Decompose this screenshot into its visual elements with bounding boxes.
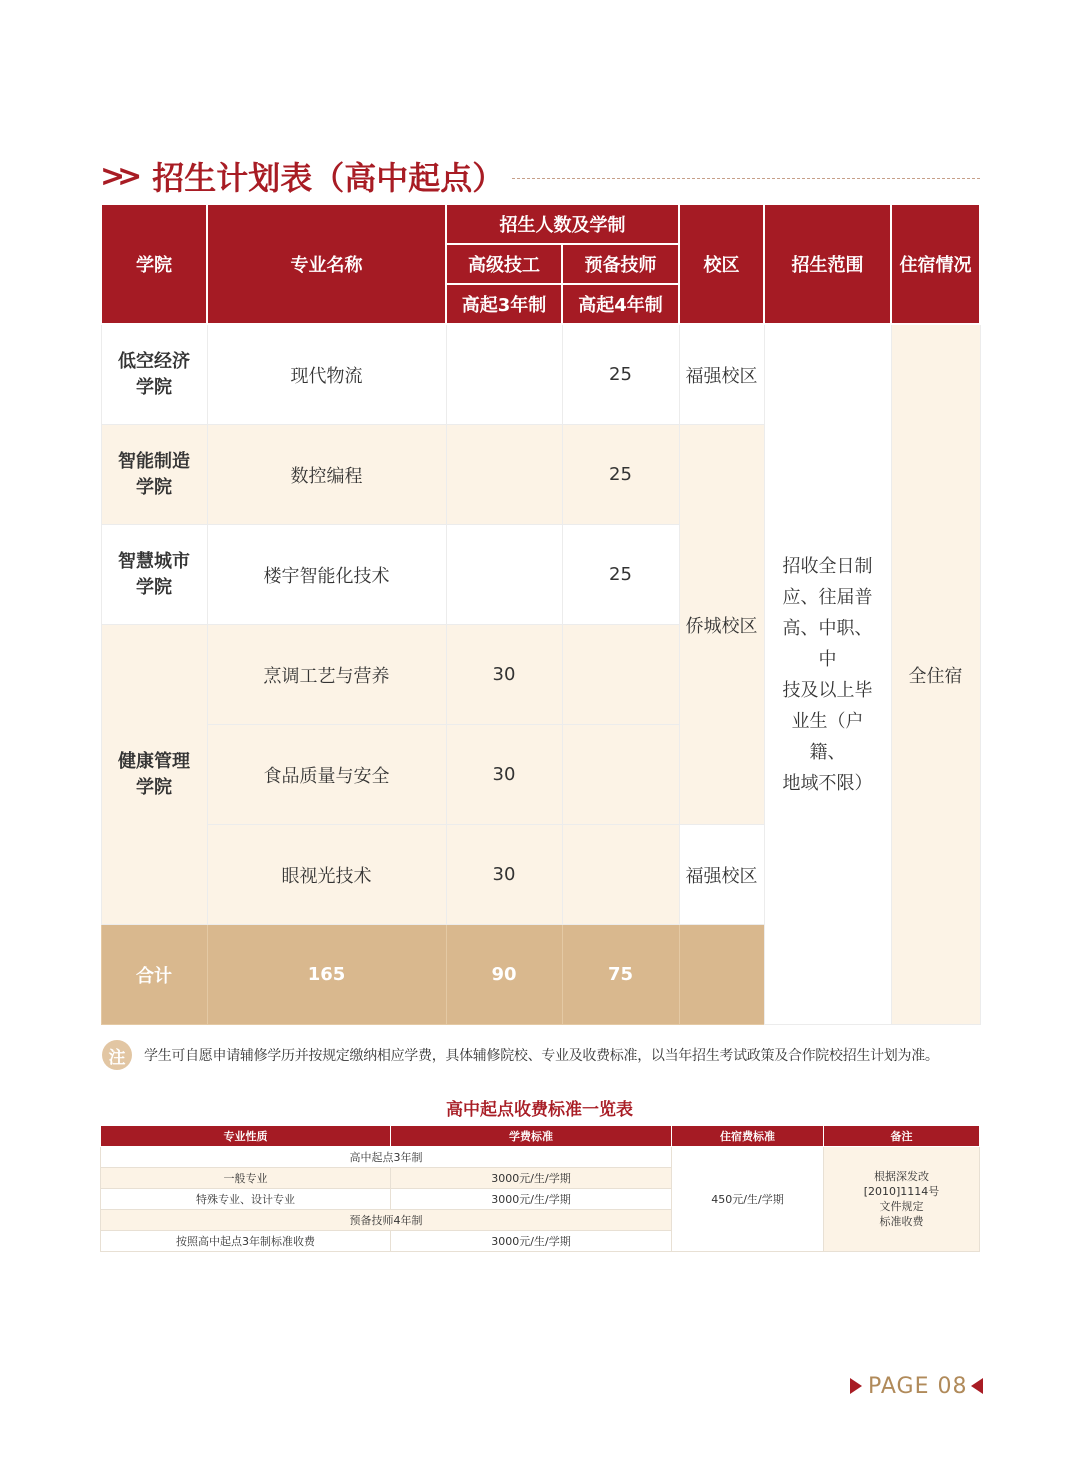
- header-campus: 校区: [679, 204, 764, 324]
- fee-header-remark: 备注: [824, 1126, 980, 1147]
- header-college: 学院: [101, 204, 207, 324]
- fee-tuition-cell: 3000元/生/学期: [391, 1189, 672, 1210]
- total-major: 165: [207, 925, 446, 1025]
- senior-count-cell: [446, 525, 562, 625]
- fee-tuition-cell: 3000元/生/学期: [391, 1231, 672, 1252]
- page-title: 招生计划表（高中起点）: [152, 159, 505, 197]
- major-cell: 烹调工艺与营养: [207, 625, 446, 725]
- header-senior-worker-years: 高起3年制: [446, 284, 562, 324]
- fee-nature-cell: 按照高中起点3年制标准收费: [101, 1231, 391, 1252]
- major-cell: 现代物流: [207, 324, 446, 425]
- major-cell: 数控编程: [207, 425, 446, 525]
- remark-cell: 根据深发改 [2010]1114号 文件规定 标准收费: [824, 1147, 980, 1252]
- major-cell: 眼视光技术: [207, 825, 446, 925]
- header-dorm: 住宿情况: [891, 204, 980, 324]
- dorm-fee-cell: 450元/生/学期: [672, 1147, 824, 1252]
- double-chevron-icon: >>: [100, 158, 135, 194]
- pre-count-cell: [562, 625, 679, 725]
- major-cell: 食品质量与安全: [207, 725, 446, 825]
- pre-count-cell: 25: [562, 425, 679, 525]
- fee-section-3year: 高中起点3年制: [101, 1147, 672, 1168]
- college-cell: 智慧城市 学院: [101, 525, 207, 625]
- campus-cell: 福强校区: [679, 324, 764, 425]
- total-campus-blank: [679, 925, 764, 1025]
- fee-nature-cell: 特殊专业、设计专业: [101, 1189, 391, 1210]
- header-pre-technician: 预备技师: [562, 244, 679, 284]
- table-row: [101, 1147, 980, 1168]
- fee-section-4year: 预备技师4年制: [101, 1210, 672, 1231]
- pre-count-cell: [562, 725, 679, 825]
- pre-count-cell: 25: [562, 525, 679, 625]
- fee-header-tuition: 学费标准: [391, 1126, 672, 1147]
- dorm-cell: 全住宿: [891, 324, 980, 1025]
- senior-count-cell: [446, 324, 562, 425]
- total-label: 合计: [101, 925, 207, 1025]
- enrollment-plan-table: [100, 203, 981, 1025]
- college-cell: 低空经济 学院: [101, 324, 207, 425]
- senior-count-cell: [446, 425, 562, 525]
- fee-header-dorm: 住宿费标准: [672, 1126, 824, 1147]
- fee-tuition-cell: 3000元/生/学期: [391, 1168, 672, 1189]
- page-number: [850, 1371, 983, 1401]
- total-pre: 75: [562, 925, 679, 1025]
- note-icon: 注: [102, 1040, 132, 1070]
- fee-nature-cell: 一般专业: [101, 1168, 391, 1189]
- header-senior-worker: 高级技工: [446, 244, 562, 284]
- total-senior: 90: [446, 925, 562, 1025]
- triangle-left-icon: [971, 1378, 983, 1394]
- table-row: [101, 324, 980, 425]
- header-scope: 招生范围: [764, 204, 891, 324]
- pre-count-cell: [562, 825, 679, 925]
- fee-table-title: 高中起点收费标准一览表: [446, 1100, 633, 1120]
- heading-dashed-divider: [512, 178, 980, 179]
- college-cell: 智能制造 学院: [101, 425, 207, 525]
- scope-cell: 招收全日制 应、往届普 高、中职、中 技及以上毕 业生（户籍、 地域不限）: [764, 324, 891, 1025]
- pre-count-cell: 25: [562, 324, 679, 425]
- senior-count-cell: 30: [446, 725, 562, 825]
- triangle-right-icon: [850, 1378, 862, 1394]
- note-line: [102, 1040, 982, 1070]
- campus-cell: 侨城校区: [679, 425, 764, 825]
- section-heading: [100, 152, 980, 200]
- note-text: 学生可自愿申请辅修学历并按规定缴纳相应学费，具体辅修院校、专业及收费标准，以当年招生考试政策及合作院校招生计划为准。: [144, 1048, 939, 1064]
- major-cell: 楼宇智能化技术: [207, 525, 446, 625]
- header-pre-technician-years: 高起4年制: [562, 284, 679, 324]
- header-count-group: 招生人数及学制: [446, 204, 679, 244]
- fee-header-nature: 专业性质: [101, 1126, 391, 1147]
- fee-standard-table: [100, 1125, 980, 1252]
- campus-cell: 福强校区: [679, 825, 764, 925]
- header-major: 专业名称: [207, 204, 446, 324]
- college-cell: 健康管理 学院: [101, 625, 207, 925]
- page-label: PAGE 08: [868, 1373, 968, 1399]
- senior-count-cell: 30: [446, 825, 562, 925]
- senior-count-cell: 30: [446, 625, 562, 725]
